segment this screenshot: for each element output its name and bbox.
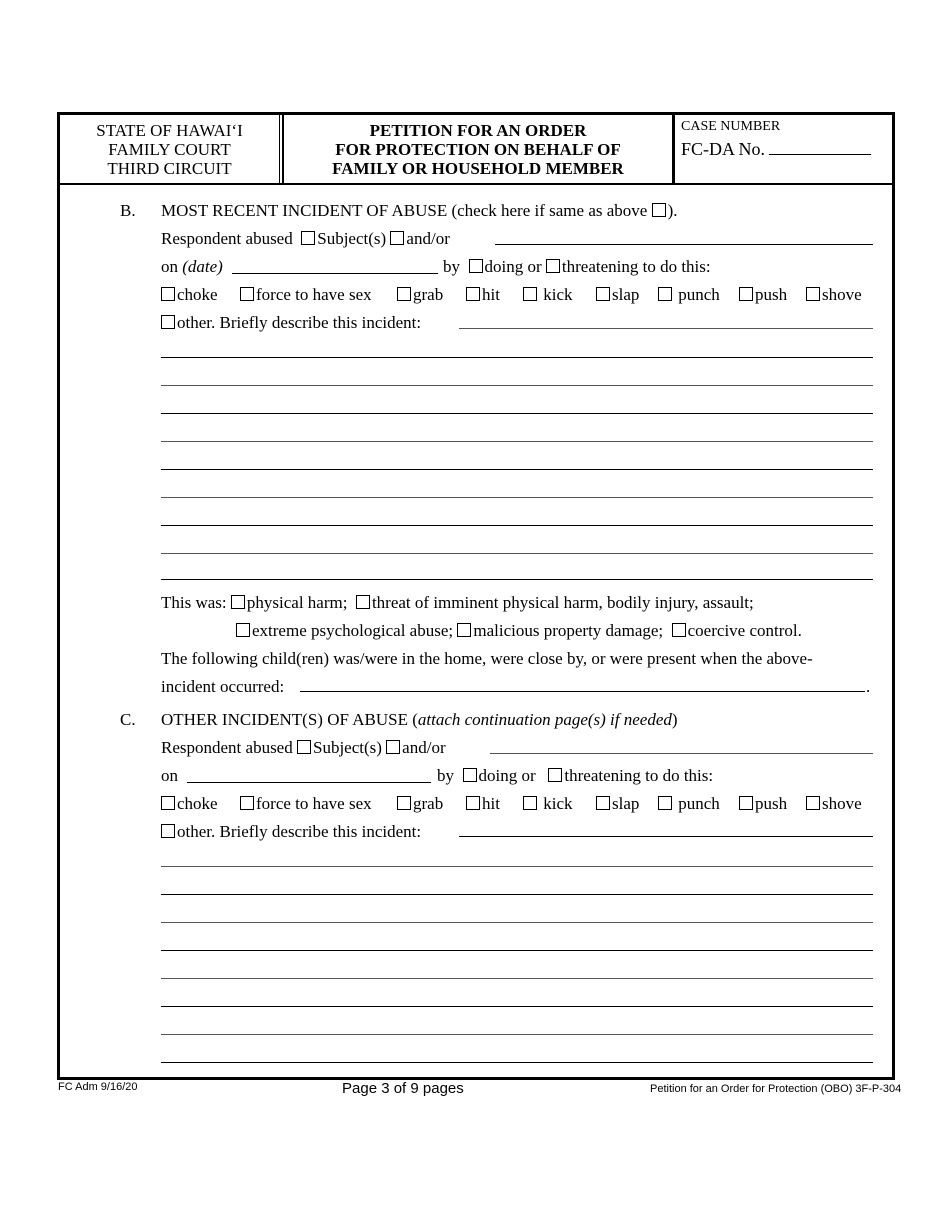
page-number: Page 3 of 9 pages	[342, 1080, 464, 1097]
physical-harm-label: physical harm;	[246, 593, 348, 612]
section-c-heading-italic: attach continuation page(s) if needed	[417, 710, 672, 729]
b-choke-checkbox[interactable]	[161, 287, 175, 301]
b-describe-line[interactable]	[161, 553, 873, 554]
c-force-checkbox[interactable]	[240, 796, 254, 810]
b-force-label: force to have sex	[256, 285, 372, 304]
c-slap-label: slap	[612, 794, 640, 813]
c-doing-checkbox[interactable]	[463, 768, 477, 782]
court-line-1: STATE OF HAWAI‘I	[96, 121, 243, 140]
c-describe-line[interactable]	[161, 950, 873, 951]
b-by-row	[443, 257, 711, 277]
b-act-hit[interactable]	[466, 285, 500, 305]
case-number-label: CASE NUMBER	[681, 119, 781, 134]
b-by-label: by	[443, 257, 460, 276]
b-grab-checkbox[interactable]	[397, 287, 411, 301]
c-describe-line[interactable]	[161, 1062, 873, 1063]
b-act-kick[interactable]	[523, 285, 573, 305]
b-respondent-label: Respondent abused	[161, 229, 293, 248]
c-by-row	[437, 766, 713, 786]
c-shove-checkbox[interactable]	[806, 796, 820, 810]
this-was-label: This was:	[161, 593, 227, 612]
b-act-slap[interactable]	[596, 285, 639, 305]
c-grab-checkbox[interactable]	[397, 796, 411, 810]
b-act-punch[interactable]	[658, 285, 720, 305]
form-id: FC Adm 9/16/20	[58, 1081, 138, 1093]
c-describe-line[interactable]	[161, 978, 873, 979]
section-b-letter: B.	[120, 201, 136, 220]
c-choke-label: choke	[177, 794, 218, 813]
title-line-2: FOR PROTECTION ON BEHALF OF	[335, 140, 621, 159]
b-shove-checkbox[interactable]	[806, 287, 820, 301]
b-describe-line[interactable]	[161, 469, 873, 470]
section-c-heading	[161, 710, 678, 730]
psych-abuse-checkbox[interactable]	[236, 623, 250, 637]
c-describe-field[interactable]	[459, 836, 873, 837]
c-other-row	[161, 822, 421, 842]
c-act-choke[interactable]	[161, 794, 218, 814]
same-as-above-checkbox[interactable]	[652, 203, 666, 217]
b-choke-label: choke	[177, 285, 218, 304]
form-footer-title: Petition for an Order for Protection (OBO) 3F-P-304	[650, 1083, 902, 1095]
coercive-control-label: coercive control.	[687, 621, 802, 640]
header-divider	[57, 183, 895, 185]
b-push-checkbox[interactable]	[739, 287, 753, 301]
b-describe-line[interactable]	[161, 413, 873, 414]
c-kick-label: kick	[543, 794, 573, 813]
c-respondent-label: Respondent abused	[161, 738, 293, 757]
b-hit-checkbox[interactable]	[466, 287, 480, 301]
c-act-shove[interactable]	[806, 794, 862, 814]
c-push-label: push	[755, 794, 788, 813]
case-number-field[interactable]	[769, 154, 871, 155]
c-describe-line[interactable]	[161, 1034, 873, 1035]
c-act-push[interactable]	[739, 794, 787, 814]
c-threatening-checkbox[interactable]	[548, 768, 562, 782]
c-act-grab[interactable]	[397, 794, 443, 814]
children-text-1: The following child(ren) was/were in the home, were close by, or were present when the above-	[161, 649, 813, 668]
b-punch-checkbox[interactable]	[658, 287, 672, 301]
b-other-row	[161, 313, 421, 333]
section-b-heading	[161, 201, 678, 221]
c-act-punch[interactable]	[658, 794, 720, 814]
b-force-checkbox[interactable]	[240, 287, 254, 301]
b-describe-line[interactable]	[161, 525, 873, 526]
b-slap-checkbox[interactable]	[596, 287, 610, 301]
b-act-choke[interactable]	[161, 285, 218, 305]
b-describe-field[interactable]	[459, 328, 873, 329]
threat-harm-checkbox[interactable]	[356, 595, 370, 609]
form-title	[282, 112, 674, 184]
coercive-control-checkbox[interactable]	[672, 623, 686, 637]
court-name	[60, 112, 280, 184]
c-and-or-checkbox[interactable]	[386, 740, 400, 754]
b-doing-checkbox[interactable]	[469, 259, 483, 273]
b-describe-line[interactable]	[161, 357, 873, 358]
b-describe-line[interactable]	[161, 579, 873, 580]
b-subjects-label: Subject(s)	[317, 229, 387, 248]
property-damage-checkbox[interactable]	[457, 623, 471, 637]
b-date-row	[161, 257, 223, 277]
b-act-grab[interactable]	[397, 285, 443, 305]
c-punch-label: punch	[678, 794, 720, 813]
title-line-1: PETITION FOR AN ORDER	[369, 121, 587, 140]
b-act-force[interactable]	[240, 285, 372, 305]
c-choke-checkbox[interactable]	[161, 796, 175, 810]
children-field[interactable]	[300, 691, 865, 692]
c-respondent-row	[161, 738, 446, 758]
c-on-label: on	[161, 766, 178, 785]
b-threatening-checkbox[interactable]	[546, 259, 560, 273]
section-c-letter: C.	[120, 710, 136, 729]
c-doing-label: doing or	[478, 766, 536, 785]
b-hit-label: hit	[482, 285, 500, 304]
c-describe-line[interactable]	[161, 866, 873, 867]
b-respondent-row	[161, 229, 450, 249]
property-damage-label: malicious property damage;	[473, 621, 664, 640]
b-other-checkbox[interactable]	[161, 315, 175, 329]
b-shove-label: shove	[822, 285, 862, 304]
b-punch-label: punch	[678, 285, 720, 304]
b-push-label: push	[755, 285, 788, 304]
c-other-person-field[interactable]	[490, 753, 873, 754]
c-threatening-label: threatening to do this:	[564, 766, 714, 785]
c-other-checkbox[interactable]	[161, 824, 175, 838]
psych-abuse-label: extreme psychological abuse;	[252, 621, 454, 640]
threat-harm-label: threat of imminent physical harm, bodily injury, assault;	[371, 593, 754, 612]
b-kick-label: kick	[543, 285, 573, 304]
section-c-heading-end: )	[671, 710, 678, 729]
b-act-push[interactable]	[739, 285, 787, 305]
b-act-shove[interactable]	[806, 285, 862, 305]
b-harm-row-1	[161, 593, 754, 613]
c-subjects-label: Subject(s)	[312, 738, 382, 757]
c-act-hit[interactable]	[466, 794, 500, 814]
court-line-2: FAMILY COURT	[108, 140, 231, 159]
b-and-or-label: and/or	[406, 229, 450, 248]
b-describe-line[interactable]	[161, 497, 873, 498]
c-shove-label: shove	[822, 794, 862, 813]
title-line-3: FAMILY OR HOUSEHOLD MEMBER	[332, 159, 624, 178]
b-other-person-field[interactable]	[495, 244, 873, 245]
c-punch-checkbox[interactable]	[658, 796, 672, 810]
court-line-3: THIRD CIRCUIT	[107, 159, 232, 178]
b-harm-row-2	[236, 621, 802, 641]
form-header	[57, 112, 895, 184]
b-kick-checkbox[interactable]	[523, 287, 537, 301]
b-threatening-label: threatening to do this:	[561, 257, 711, 276]
c-act-kick[interactable]	[523, 794, 573, 814]
c-subjects-checkbox[interactable]	[297, 740, 311, 754]
c-kick-checkbox[interactable]	[523, 796, 537, 810]
c-act-force[interactable]	[240, 794, 372, 814]
section-c-heading-text: OTHER INCIDENT(S) OF ABUSE (	[161, 710, 418, 729]
c-slap-checkbox[interactable]	[596, 796, 610, 810]
c-date-field[interactable]	[187, 782, 431, 783]
c-describe-line[interactable]	[161, 894, 873, 895]
physical-harm-checkbox[interactable]	[231, 595, 245, 609]
b-doing-label: doing or	[484, 257, 542, 276]
b-slap-label: slap	[612, 285, 640, 304]
c-force-label: force to have sex	[256, 794, 372, 813]
b-other-label: other. Briefly describe this incident:	[177, 313, 422, 332]
c-other-label: other. Briefly describe this incident:	[177, 822, 422, 841]
c-and-or-label: and/or	[402, 738, 446, 757]
b-date-label: (date)	[182, 257, 223, 276]
c-describe-line[interactable]	[161, 1006, 873, 1007]
b-date-field[interactable]	[232, 273, 438, 274]
case-number-prefix: FC-DA No.	[681, 139, 766, 159]
b-grab-label: grab	[413, 285, 444, 304]
c-grab-label: grab	[413, 794, 444, 813]
b-subjects-checkbox[interactable]	[301, 231, 315, 245]
b-on-label: on	[161, 257, 178, 276]
b-describe-line[interactable]	[161, 441, 873, 442]
c-describe-line[interactable]	[161, 922, 873, 923]
c-act-slap[interactable]	[596, 794, 639, 814]
children-text-2: incident occurred:	[161, 677, 285, 696]
c-push-checkbox[interactable]	[739, 796, 753, 810]
c-by-label: by	[437, 766, 454, 785]
children-period: .	[866, 677, 871, 696]
c-hit-checkbox[interactable]	[466, 796, 480, 810]
b-and-or-checkbox[interactable]	[390, 231, 404, 245]
b-describe-line[interactable]	[161, 385, 873, 386]
section-b-heading-end: ).	[667, 201, 678, 220]
case-number-box	[674, 112, 892, 184]
c-hit-label: hit	[482, 794, 500, 813]
section-b-heading-text: MOST RECENT INCIDENT OF ABUSE (check here if same as above	[161, 201, 648, 220]
